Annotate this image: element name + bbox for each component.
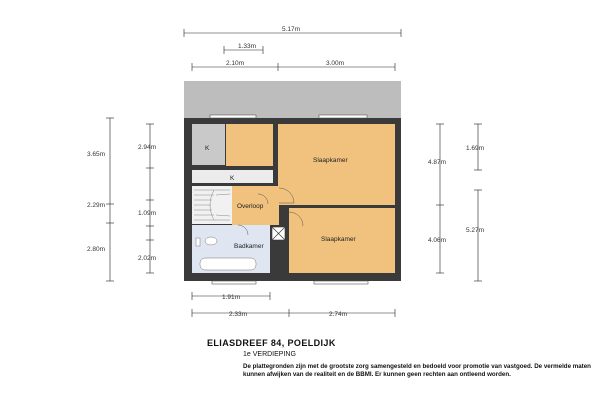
dim-right-total-label: 5.27m bbox=[466, 227, 485, 234]
dim-right-inner bbox=[428, 124, 446, 273]
dim-left-bottom-inner-label: 2.02m bbox=[138, 255, 157, 262]
dim-top-sub bbox=[224, 43, 263, 54]
room-label-closet-k1: K bbox=[205, 145, 210, 152]
dim-left-mid-label: 2.29m bbox=[87, 202, 106, 209]
dim-bottom-right-label: 2.74m bbox=[329, 311, 348, 318]
dim-left-inner bbox=[138, 124, 156, 273]
dim-top-split bbox=[192, 60, 395, 71]
dim-top-total-label: 5.17m bbox=[282, 26, 301, 33]
room-label-landing: Overloop bbox=[237, 203, 264, 210]
bedroom-top bbox=[278, 124, 395, 205]
bedroom-top-left-part bbox=[226, 124, 273, 166]
room-label-bedroom-bottom: Slaapkamer bbox=[321, 236, 356, 243]
dim-bottom-inner bbox=[192, 292, 270, 301]
dim-top-sub-label: 1.33m bbox=[238, 43, 257, 50]
address-title: ELIASDREEF 84, POELDIJK bbox=[207, 338, 336, 348]
dim-top-left-label: 2.10m bbox=[226, 60, 245, 67]
dim-top-total bbox=[184, 26, 401, 37]
dim-top-right-label: 3.00m bbox=[326, 60, 345, 67]
dim-right-lower-label: 4.06m bbox=[428, 237, 447, 244]
dim-right-upper-label: 4.87m bbox=[428, 159, 447, 166]
disclaimer-text: De plattegronden zijn met de grootste zorg samengesteld en bedoeld voor promotie van vastgoed. De vermelde maten kunnen afwijken van de realiteit en de BBMI. Er kunnen geen rechten aan ontleend worden. bbox=[243, 363, 591, 379]
dim-left-outer bbox=[87, 118, 114, 281]
dim-bottom-split bbox=[192, 309, 395, 318]
dim-right-upper-inner-label: 1.69m bbox=[466, 145, 485, 152]
roof-area bbox=[184, 81, 401, 118]
floor-name: 1e VERDIEPING bbox=[243, 351, 296, 358]
dim-bottom-inner-label: 1.91m bbox=[222, 294, 241, 301]
room-label-bathroom: Badkamer bbox=[234, 243, 264, 250]
dim-left-top-label: 3.65m bbox=[87, 151, 106, 158]
dim-left-mid-inner-label: 1.09m bbox=[138, 210, 157, 217]
room-label-closet-k2: K bbox=[230, 175, 235, 182]
dim-bottom-left-label: 2.33m bbox=[229, 311, 248, 318]
interior-wall bbox=[279, 205, 395, 208]
dim-left-top-inner-label: 2.94m bbox=[138, 144, 157, 151]
dim-right-mid bbox=[466, 124, 484, 170]
dim-right-outer bbox=[466, 190, 484, 281]
dim-left-bottom-label: 2.80m bbox=[87, 246, 106, 253]
room-label-bedroom-top: Slaapkamer bbox=[313, 157, 348, 164]
